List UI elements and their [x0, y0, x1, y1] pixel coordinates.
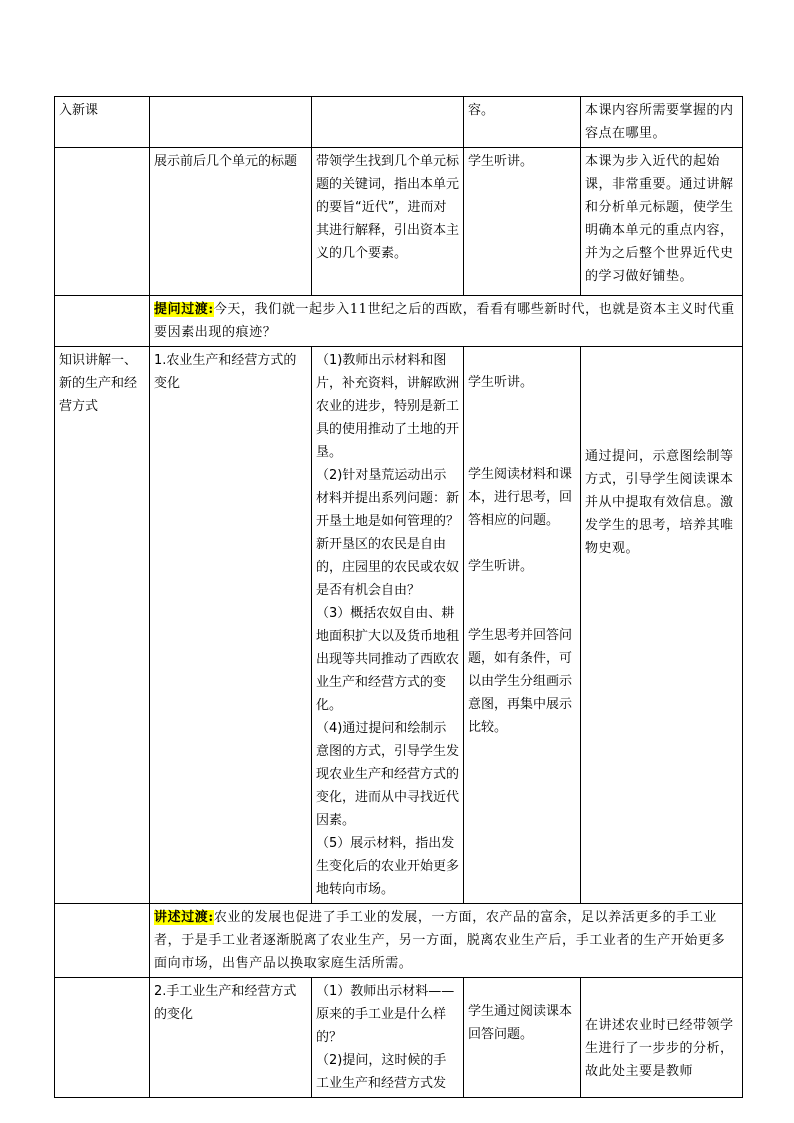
teacher-activity-cell [312, 347, 464, 904]
student-step-4: 学生思考并回答问题，如有条件，可以由学生分组画示意图，再集中展示比较。 [468, 628, 573, 735]
student-activity-cell [464, 97, 581, 148]
stage-cell [55, 97, 150, 148]
student-step-2: 学生阅读材料和课本，进行思考，回答相应的问题。 [468, 467, 573, 528]
content-cell [150, 97, 312, 148]
teacher-step-2: （2)针对垦荒运动出示材料并提出系列问题：新开垦土地是如何管理的？新开垦区的农民是自由的，庄园里的农民或农奴是否有机会自由？ [316, 468, 460, 598]
student-activity-cell [464, 148, 581, 296]
table-row [55, 97, 743, 148]
transition-cell [150, 904, 743, 978]
stage-cell [55, 347, 150, 904]
table-row [55, 978, 743, 1098]
design-intent-cell [581, 97, 743, 148]
transition-text: 农业的发展也促进了手工业的发展，一方面，农产品的富余，足以养活更多的手工业者，于是手工业者逐渐脱离了农业生产，另一方面，脱离农业生产后，手工业者的生产开始更多面向市场，出售产品以换取家庭生活所需。 [154, 910, 726, 971]
student-step-1: 学生听讲。 [468, 375, 534, 390]
teacher-step-2: （2)提问，这时候的手工业生产和经营方式发 [316, 1053, 447, 1091]
content-cell [150, 978, 312, 1098]
design-intent-cell [581, 148, 743, 296]
stage-cell [55, 978, 150, 1098]
student-activity-text: 学生通过阅读课本回答问题。 [468, 1004, 573, 1042]
design-intent-text: 通过提问，示意图绘制等方式，引导学生阅读课本并从中提取有效信息。激发学生的思考，培养其唯物史观。 [585, 449, 734, 556]
design-intent-cell [581, 978, 743, 1098]
stage-cell [55, 296, 150, 347]
content-text: 1.农业生产和经营方式的变化 [154, 353, 297, 391]
stage-label: 入新课 [59, 103, 99, 118]
design-intent-text: 本课内容所需要掌握的内容点在哪里。 [585, 103, 734, 141]
stage-cell [55, 904, 150, 978]
stage-label: 知识讲解一、新的生产和经营方式 [59, 353, 138, 414]
student-step-3: 学生听讲。 [468, 559, 534, 574]
design-intent-text: 本课为步入近代的起始课，非常重要。通过讲解和分析单元标题，使学生明确本单元的重点内容，并为之后整个世界近代史的学习做好铺垫。 [585, 154, 734, 284]
lesson-plan-table [54, 96, 743, 1098]
student-activity-text: 容。 [468, 103, 495, 118]
design-intent-text: 在讲述农业时已经带领学生进行了一步步的分析，故此处主要是教师 [585, 1018, 734, 1079]
teacher-activity-cell [312, 978, 464, 1098]
design-intent-cell [581, 347, 743, 904]
transition-label: 提问过渡: [154, 302, 214, 317]
teacher-step-1: （1)教师出示材料和图片，补充资料，讲解欧洲农业的进步，特别是新工具的使用推动了土地的开垦。 [316, 353, 460, 460]
teacher-step-3: （3）概括农奴自由、耕地面积扩大以及货币地租出现等共同推动了西欧农业生产和经营方式的变化。 [316, 606, 460, 713]
student-activity-text: 学生听讲。 [468, 154, 534, 169]
teacher-step-1: （1）教师出示材料——原来的手工业是什么样的？ [316, 984, 455, 1045]
teacher-step-4: （4)通过提问和绘制示意图的方式，引导学生发现农业生产和经营方式的变化，进而从中寻找近代因素。 [316, 721, 460, 828]
teacher-activity-cell [312, 97, 464, 148]
student-activity-cell [464, 978, 581, 1098]
transition-cell [150, 296, 743, 347]
content-text: 2.手工业生产和经营方式的变化 [154, 984, 297, 1022]
content-text: 展示前后几个单元的标题 [154, 154, 298, 169]
table-row [55, 148, 743, 296]
teacher-activity-text: 带领学生找到几个单元标题的关键词，指出本单元的要旨“近代”，进而对其进行解释，引出资本主义的几个要素。 [316, 154, 460, 261]
transition-text: 今天，我们就一起步入11世纪之后的西欧，看看有哪些新时代，也就是资本主义时代重要因素出现的痕迹？ [154, 302, 735, 340]
student-activity-cell [464, 347, 581, 904]
content-cell [150, 148, 312, 296]
teacher-step-5: （5）展示材料，指出发生变化后的农业开始更多地转向市场。 [316, 836, 460, 897]
table-row [55, 904, 743, 978]
stage-cell [55, 148, 150, 296]
table-row [55, 347, 743, 904]
transition-label: 讲述过渡: [154, 910, 214, 925]
teacher-activity-cell [312, 148, 464, 296]
table-row [55, 296, 743, 347]
content-cell [150, 347, 312, 904]
